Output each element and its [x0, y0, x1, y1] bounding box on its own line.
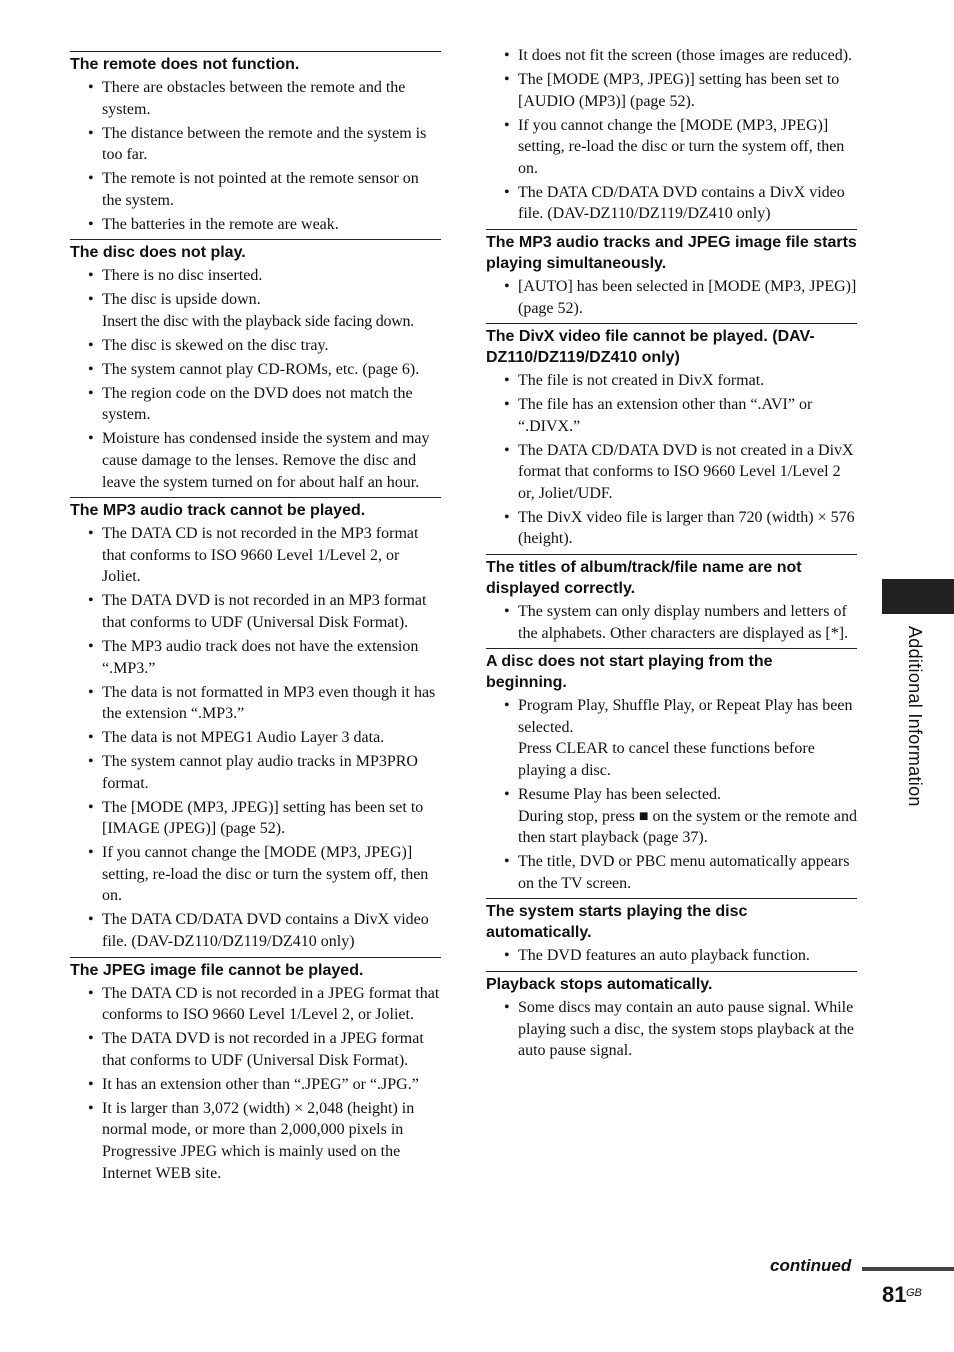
list-item: • The data is not MPEG1 Audio Layer 3 data. — [88, 729, 385, 747]
section-jpeg — [70, 957, 441, 1185]
section-tab-marker — [882, 579, 954, 614]
list-item: • [AUTO] has been selected in [MODE (MP3, JPEG)] (page 52). — [504, 277, 857, 317]
section-titles-display — [486, 554, 857, 644]
list-item: • The DATA CD/DATA DVD is not created in a DivX format that conforms to ISO 9660 Level 1/Level 2 or, Joliet/UDF. — [504, 441, 854, 502]
list-item: • The DATA CD/DATA DVD contains a DivX video file. (DAV-DZ110/DZ119/DZ410 only) — [504, 183, 845, 223]
list-item: • The [MODE (MP3, JPEG)] setting has been set to [AUDIO (MP3)] (page 52). — [504, 70, 840, 110]
continued-rule — [862, 1267, 954, 1271]
item-list — [486, 945, 857, 967]
list-item: • The DivX video file is larger than 720 (width) × 576 (height). — [504, 508, 855, 548]
section-tab-label: Additional Information — [905, 626, 925, 807]
list-item: • The disc is upside down. Insert the disc with the playback side facing down. — [70, 289, 441, 332]
section-heading: The DivX video file cannot be played. (DAV-DZ110/DZ119/DZ410 only) — [486, 328, 815, 367]
section-mp3-jpeg-simultaneous — [486, 229, 857, 319]
section-heading: The titles of album/track/file name are not displayed correctly. — [486, 559, 802, 598]
section-heading: The system starts playing the disc automatically. — [486, 903, 748, 942]
section-remote — [70, 51, 441, 235]
list-item: • If you cannot change the [MODE (MP3, JPEG)] setting, re-load the disc or turn the system off, then on. — [504, 116, 845, 177]
list-item: • The [MODE (MP3, JPEG)] setting has been set to [IMAGE (JPEG)] (page 52). — [88, 798, 424, 838]
list-item: • The DATA CD/DATA DVD contains a DivX video file. (DAV-DZ110/DZ119/DZ410 only) — [88, 911, 429, 951]
list-item: • The DVD features an auto playback function. — [504, 947, 810, 965]
page-number: 81 — [882, 1282, 907, 1307]
list-item: • The data is not formatted in MP3 even though it has the extension “.MP3.” — [88, 683, 436, 723]
item-list — [486, 370, 857, 550]
section-heading: The remote does not function. — [70, 56, 300, 73]
list-item: • The system can only display numbers and letters of the alphabets. Other characters are displayed as [*]. — [504, 603, 849, 642]
section-jpeg-continued — [486, 45, 857, 225]
list-item: • The title, DVD or PBC menu automatically appears on the TV screen. — [504, 853, 850, 892]
list-item: • The MP3 audio track does not have the extension “.MP3.” — [88, 637, 419, 677]
list-item: • The system cannot play audio tracks in MP3PRO format. — [88, 753, 418, 792]
list-item: • Program Play, Shuffle Play, or Repeat Play has been selected. Press CLEAR to cancel these functions before playing a disc. — [486, 695, 857, 781]
item-note: Press CLEAR to cancel these functions before playing a disc. — [518, 740, 815, 779]
list-item: • The file has an extension other than “.AVI” or “.DIVX.” — [504, 396, 813, 435]
list-item: • It has an extension other than “.JPEG” or “.JPG.” — [88, 1075, 419, 1093]
list-item: • It is larger than 3,072 (width) × 2,048 (height) in normal mode, or more than 2,000,000 pixels in Progressive JPEG which is mainly used on the Internet WEB site. — [88, 1099, 415, 1182]
section-divx — [486, 323, 857, 550]
list-item: • It does not fit the screen (those images are reduced). — [504, 47, 853, 64]
section-heading: The MP3 audio track cannot be played. — [70, 502, 366, 520]
item-list — [486, 276, 857, 319]
list-item: • The file is not created in DivX format. — [504, 372, 765, 390]
list-item: • The DATA DVD is not recorded in a JPEG format that conforms to UDF (Universal Disk Format). — [88, 1030, 424, 1069]
list-item: • The DATA CD is not recorded in a JPEG format that conforms to ISO 9660 Level 1/Level 2, or Joliet. — [88, 984, 440, 1024]
list-item: • The disc is skewed on the disc tray. — [88, 336, 329, 354]
list-item: • If you cannot change the [MODE (MP3, JPEG)] setting, re-load the disc or turn the system off, then on. — [88, 844, 429, 905]
list-item: • There is no disc inserted. — [88, 267, 263, 285]
item-list — [70, 983, 441, 1185]
section-heading: A disc does not start playing from the beginning. — [486, 653, 773, 692]
list-item: • The remote is not pointed at the remote sensor on the system. — [88, 170, 419, 209]
list-item: • The batteries in the remote are weak. — [88, 215, 339, 233]
list-item: • The system cannot play CD-ROMs, etc. (page 6). — [88, 360, 420, 378]
list-item: • The distance between the remote and the system is too far. — [88, 124, 427, 164]
item-list — [70, 523, 441, 952]
section-not-from-beginning — [486, 648, 857, 894]
list-item: • There are obstacles between the remote and the system. — [88, 79, 406, 118]
right-column — [486, 45, 857, 1066]
section-auto-stop — [486, 971, 857, 1062]
list-item: • The DATA DVD is not recorded in an MP3 format that conforms to UDF (Universal Disk Format). — [88, 592, 427, 631]
item-list — [486, 997, 857, 1062]
section-heading: Playback stops automatically. — [486, 975, 713, 993]
item-list — [70, 265, 441, 493]
section-heading: The MP3 audio tracks and JPEG image file starts playing simultaneously. — [486, 233, 857, 272]
item-list — [70, 77, 441, 235]
continued-label: continued — [770, 1256, 852, 1275]
list-item: • Some discs may contain an auto pause signal. While playing such a disc, the system stops playback at the auto pause signal. — [504, 998, 854, 1060]
section-disc — [70, 239, 441, 493]
item-note: During stop, press ■ on the system or the remote and then start playback (page 37). — [518, 807, 857, 847]
item-list — [486, 601, 857, 644]
item-note: Insert the disc with the playback side facing down. — [102, 312, 415, 330]
item-list — [486, 695, 857, 894]
page-suffix: GB — [906, 1287, 922, 1299]
list-item: • Moisture has condensed inside the system and may cause damage to the lenses. Remove the disc and leave the system turned on for about half an hour. — [88, 430, 430, 491]
left-column — [70, 51, 441, 1188]
section-heading: The JPEG image file cannot be played. — [70, 961, 364, 979]
list-item: • The DATA CD is not recorded in the MP3 format that conforms to ISO 9660 Level 1/Level 2, or Joliet. — [88, 525, 419, 586]
section-heading: The disc does not play. — [70, 244, 246, 262]
section-mp3 — [70, 497, 441, 952]
list-item: • Resume Play has been selected. During stop, press ■ on the system or the remote and then start playback (page 37). — [486, 784, 857, 849]
section-auto-start — [486, 898, 857, 967]
item-list — [486, 45, 857, 225]
list-item: • The region code on the DVD does not match the system. — [88, 384, 413, 424]
